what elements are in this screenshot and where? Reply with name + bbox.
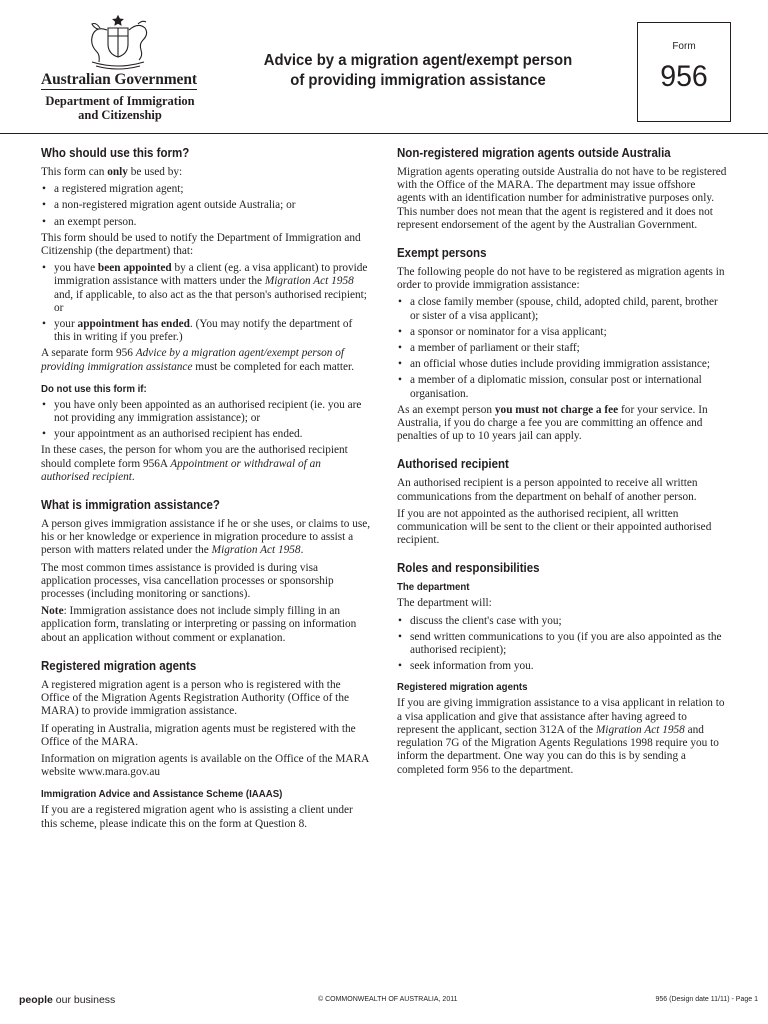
- section-heading-exempt: Exempt persons: [397, 246, 487, 261]
- bullet-list: [41, 183, 371, 229]
- department-name-line2: and Citizenship: [78, 108, 162, 122]
- list-item: • a member of a diplomatic mission, consular post or international organisation.: [397, 374, 727, 400]
- left-column: [41, 146, 371, 835]
- government-name: Australian Government: [41, 71, 197, 88]
- header-divider: [0, 133, 768, 134]
- subheading-iaaas: Immigration Advice and Assistance Scheme (IAAAS): [41, 788, 283, 801]
- section-heading-roles: Roles and responsibilities: [397, 561, 540, 576]
- list-item: • an exempt person.: [41, 216, 371, 229]
- bullet-list: [397, 615, 727, 674]
- paragraph: If you are a registered migration agent who is assisting a client under this scheme, please indicate this on the form at Question 8.: [41, 804, 353, 830]
- note-paragraph: Note: Immigration assistance does not include simply filling in an application form, translating or interpreting or passing on information about an application without comment or explanation.: [41, 605, 357, 644]
- subheading-do-not-use: Do not use this form if:: [41, 382, 147, 395]
- form-number-box: [637, 22, 731, 122]
- coat-of-arms-icon: [78, 14, 158, 70]
- form-number: 956: [660, 60, 708, 93]
- section-heading-nonregistered: Non-registered migration agents outside Australia: [397, 146, 671, 160]
- list-item: • your appointment has ended. (You may notify the department of this in writing if you prefer.): [41, 318, 371, 344]
- paragraph: In these cases, the person for whom you are the authorised recipient should complete form 956A Appointment or withdrawal of an authorised recipient.: [41, 444, 348, 483]
- paragraph: A person gives immigration assistance if he or she uses, or claims to use, his or her knowledge or experience in migration procedure to assist a person with matters related under the Migration Act 1958.: [41, 518, 371, 557]
- paragraph: A registered migration agent is a person who is registered with the Office of the Migration Agents Registration Authority (Office of the MARA) to provide immigration assistance.: [41, 678, 349, 718]
- department-name-line1: Department of Immigration: [45, 94, 195, 108]
- paragraph: The following people do not have to be registered as migration agents in order to provide immigration assistance:: [397, 266, 725, 292]
- list-item: • your appointment as an authorised recipient has ended.: [41, 428, 371, 441]
- list-item: • you have been appointed by a client (eg. a visa applicant) to provide immigration assistance with matters under the Migration Act 1958 and, if applicable, to also act as the that person's authorised recipient; or: [41, 262, 371, 315]
- form-title-line2: of providing immigration assistance: [290, 72, 546, 89]
- right-column: [397, 146, 727, 781]
- paragraph: As an exempt person you must not charge a fee for your service. In Australia, if you do charge a fee you are committing an offence and penalties of up to 10 years jail can apply.: [397, 403, 708, 443]
- section-heading-registered: Registered migration agents: [41, 658, 197, 673]
- list-item: • a registered migration agent;: [41, 183, 371, 196]
- list-item: • an official whose duties include providing immigration assistance;: [397, 358, 727, 371]
- paragraph: A separate form 956 Advice by a migration agent/exempt person of providing immigration assistance must be completed for each matter.: [41, 347, 355, 373]
- list-item: • a close family member (spouse, child, adopted child, parent, brother or sister of a visa applicant);: [397, 296, 727, 322]
- bullet-list: [41, 399, 371, 442]
- paragraph: Information on migration agents is available on the Office of the MARA website www.mara.gov.au: [41, 752, 369, 779]
- paragraph: The most common times assistance is provided is during visa application processes, visa cancellation processes or sponsorship processes (including monitoring or sanctions).: [41, 561, 334, 601]
- paragraph: If operating in Australia, migration agents must be registered with the Office of the MARA.: [41, 722, 356, 748]
- list-item: • seek information from you.: [397, 660, 727, 673]
- footer-copyright: © COMMONWEALTH OF AUSTRALIA, 2011: [318, 996, 458, 1003]
- subheading-department: The department: [397, 581, 470, 594]
- list-item: • discuss the client's case with you;: [397, 615, 727, 628]
- list-item: • you have only been appointed as an authorised recipient (ie. you are not providing any immigration assistance); or: [41, 399, 371, 425]
- footer-page-number: 956 (Design date 11/11) - Page 1: [655, 996, 758, 1003]
- section-heading-authorised: Authorised recipient: [397, 457, 509, 472]
- paragraph: An authorised recipient is a person appointed to receive all written communications from the department on behalf of another person.: [397, 477, 698, 503]
- paragraph: If you are giving immigration assistance to a visa applicant in relation to a visa application and give that assistance after having agreed to represent the applicant, section 312A of the Migration Act 1958 and regulation 7G of the Migration Agents Regulations 1998 require you to inform the department. One way you can do this is by sending a completed form 956 to the department.: [397, 697, 725, 776]
- list-item: • a member of parliament or their staff;: [397, 342, 727, 355]
- paragraph: This form can only be used by:: [41, 166, 183, 178]
- form-title-line1: Advice by a migration agent/exempt person: [263, 52, 573, 69]
- paragraph: Migration agents operating outside Australia do not have to be registered with the Office of the MARA. The department may issue offshore agents with an identification number for administrative purposes only. This number does not mean that the agent is registered and it does not represent endorsement of the agent by the Australian Government.: [397, 166, 727, 231]
- section-heading-what: What is immigration assistance?: [41, 498, 220, 513]
- form-label: Form: [672, 41, 696, 52]
- bullet-list: [41, 262, 371, 344]
- list-item: • send written communications to you (if you are also appointed as the authorised recipient);: [397, 631, 727, 657]
- form-title: [241, 51, 594, 91]
- paragraph: If you are not appointed as the authorised recipient, all written communication will be sent to the client or their appointed authorised recipient.: [397, 507, 712, 547]
- paragraph: This form should be used to notify the Department of Immigration and Citizenship (the department) that:: [41, 231, 361, 258]
- subheading-registered-agents: Registered migration agents: [397, 681, 528, 694]
- list-item: • a non-registered migration agent outside Australia; or: [41, 199, 371, 212]
- footer-brand: people our business: [19, 994, 116, 1006]
- section-heading-who: Who should use this form?: [41, 146, 190, 160]
- list-item: • a sponsor or nominator for a visa applicant;: [397, 326, 727, 339]
- paragraph: The department will:: [397, 597, 492, 610]
- government-rule: [41, 89, 197, 90]
- bullet-list: [397, 296, 727, 400]
